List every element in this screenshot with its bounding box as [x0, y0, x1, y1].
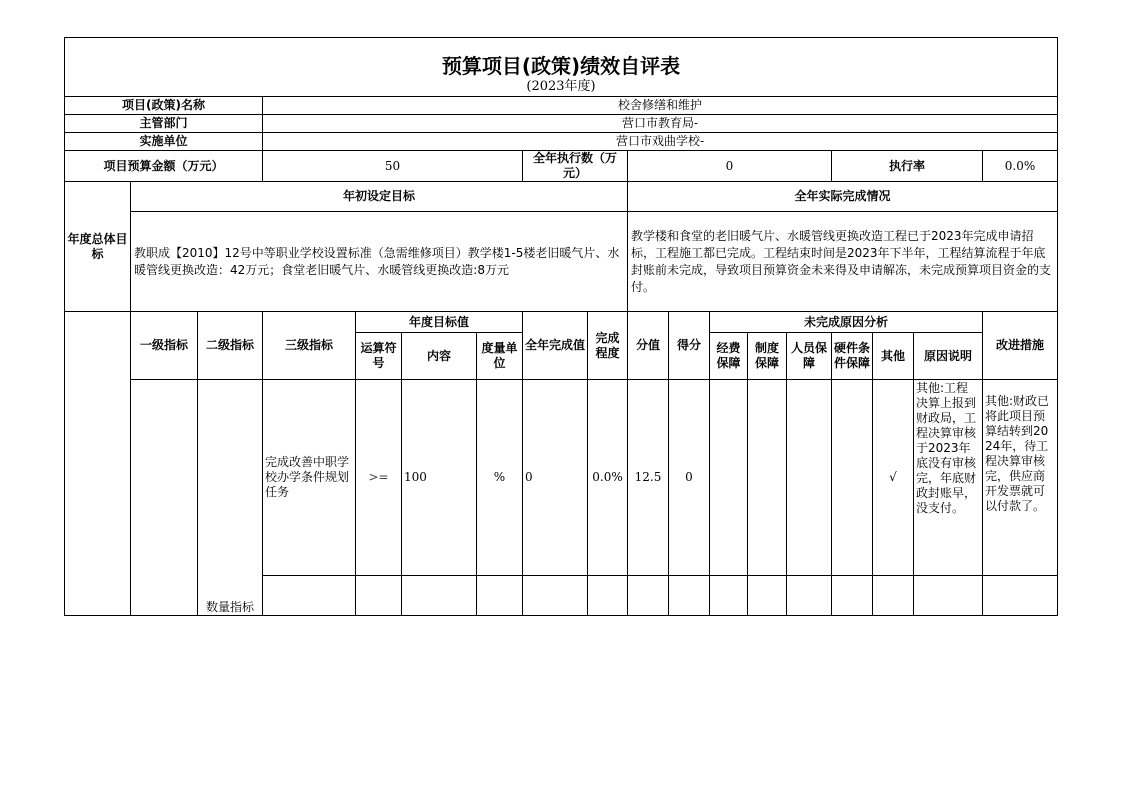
next-row-cell [914, 576, 983, 616]
level3-cell: 完成改善中职学校办学条件规划任务 [263, 380, 356, 576]
completion-degree-header: 完成程度 [588, 312, 628, 380]
reason-hardware-header: 硬件条件保障 [832, 333, 873, 380]
level1-header: 一级指标 [131, 312, 198, 380]
next-row-cell [787, 576, 832, 616]
next-row-cell [832, 576, 873, 616]
next-row-cell [588, 576, 628, 616]
next-row-cell [477, 576, 523, 616]
next-row-cell [748, 576, 787, 616]
actual-value-header: 全年完成值 [523, 312, 588, 380]
score-cell: 12.5 [628, 380, 669, 576]
target-group-header: 年度目标值 [356, 312, 523, 333]
level2-header: 二级指标 [198, 312, 263, 380]
next-row-cell [523, 576, 588, 616]
next-row-cell [873, 576, 914, 616]
content-cell: 100 [402, 380, 477, 576]
planned-goal-text: 教职成【2010】12号中等职业学校设置标准（急需维修项目）教学楼1-5楼老旧暖气片、水暖管线更换改造：42万元；食堂老旧暖气片、水暖管线更换改造:8万元 [131, 212, 628, 312]
planned-goal-header: 年初设定目标 [131, 182, 628, 212]
reason-hardware-cell [832, 380, 873, 576]
indicator-section-cell [65, 312, 131, 616]
reason-staff-header: 人员保障 [787, 333, 832, 380]
actual-value-cell: 0 [523, 380, 588, 576]
next-row-cell [402, 576, 477, 616]
reason-system-cell [748, 380, 787, 576]
year-label: (2023年度) [65, 76, 1058, 97]
next-row-cell [669, 576, 710, 616]
exec-label: 全年执行数（万元） [523, 151, 628, 182]
got-score-header: 得分 [669, 312, 710, 380]
unit-label: 实施单位 [65, 133, 263, 151]
reason-explain-header: 原因说明 [914, 333, 983, 380]
budget-label: 项目预算金额（万元） [65, 151, 263, 182]
measure-unit-header: 度量单位 [477, 333, 523, 380]
degree-cell: 0.0% [588, 380, 628, 576]
level2-cell: 数量指标 [198, 380, 263, 616]
reason-group-header: 未完成原因分析 [710, 312, 983, 333]
content-header: 内容 [402, 333, 477, 380]
page-title: 预算项目(政策)绩效自评表 [65, 38, 1058, 77]
reason-system-header: 制度保障 [748, 333, 787, 380]
reason-funds-header: 经费保障 [710, 333, 748, 380]
reason-funds-cell [710, 380, 748, 576]
evaluation-table [64, 37, 1058, 616]
project-name-value: 校舍修缮和维护 [263, 97, 1058, 115]
reason-other-cell: √ [873, 380, 914, 576]
improve-header: 改进措施 [983, 312, 1058, 380]
next-row-cell [356, 576, 402, 616]
improve-cell: 其他:财政已将此项目预算结转到2024年，待工程决算审核完，供应商开发票就可以付款了。 [983, 380, 1058, 576]
reason-explain-cell: 其他:工程决算上报到财政局，工程决算审核于2023年底没有审核完，年底财政封账早，没支付。 [914, 380, 983, 576]
rate-label: 执行率 [832, 151, 983, 182]
next-row-cell [628, 576, 669, 616]
actual-completion-header: 全年实际完成情况 [628, 182, 1058, 212]
unit-value: 营口市戏曲学校- [263, 133, 1058, 151]
got-score-cell: 0 [669, 380, 710, 576]
next-row-cell [710, 576, 748, 616]
operator-cell: >= [356, 380, 402, 576]
level1-cell [131, 380, 198, 616]
level3-header: 三级指标 [263, 312, 356, 380]
unit-cell: % [477, 380, 523, 576]
reason-staff-cell [787, 380, 832, 576]
dept-label: 主管部门 [65, 115, 263, 133]
dept-value: 营口市教育局- [263, 115, 1058, 133]
next-row-cell [983, 576, 1058, 616]
project-name-label: 项目(政策)名称 [65, 97, 263, 115]
evaluation-sheet [64, 37, 1057, 614]
budget-value: 50 [263, 151, 523, 182]
actual-completion-text: 教学楼和食堂的老旧暖气片、水暖管线更换改造工程已于2023年完成申请招标，工程施工都已完成。工程结束时间是2023年下半年，工程结算流程于年底封账前未完成，导致项目预算资金未来得及申请解冻，未完成预算项目资金的支付。 [628, 212, 1058, 312]
next-row-cell [263, 576, 356, 616]
rate-value: 0.0% [983, 151, 1058, 182]
annual-goal-label: 年度总体目标 [65, 182, 131, 312]
operator-header: 运算符号 [356, 333, 402, 380]
score-header: 分值 [628, 312, 669, 380]
reason-other-header: 其他 [873, 333, 914, 380]
exec-value: 0 [628, 151, 832, 182]
